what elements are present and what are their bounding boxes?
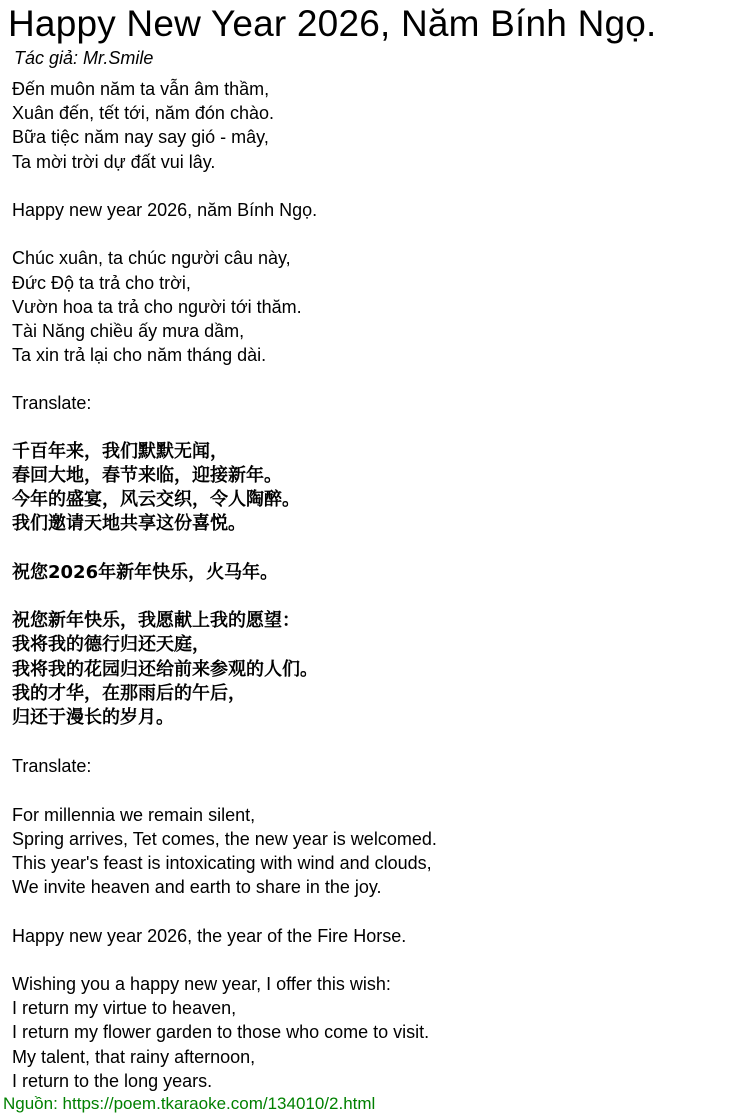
- poem-line: 祝您新年快乐，我愿献上我的愿望：: [12, 610, 300, 632]
- author-credit: Tác giả: Mr.Smile: [14, 48, 154, 68]
- poem-line: [12, 585, 742, 609]
- poem-line: Vườn hoa ta trả cho người tới thăm.: [12, 296, 302, 317]
- poem-line: 归还于漫长的岁月。: [12, 706, 174, 728]
- poem-line: [12, 778, 742, 802]
- poem-line: Translate:: [12, 393, 92, 414]
- poem-line: 祝您2026年新年快乐，火马年。: [12, 561, 279, 583]
- poem-line: Ta mời trời dự đất vui lây.: [12, 151, 216, 172]
- poem-line: Tài Năng chiều ấy mưa dầm,: [12, 320, 245, 341]
- source-credit: Nguồn: https://poem.tkaraoke.com/134010/2.html: [3, 1094, 376, 1113]
- poem-line: 我将我的花园归还给前来参观的人们。: [12, 658, 318, 680]
- poem-line: [12, 416, 742, 440]
- poem-line: 我将我的德行归还天庭，: [12, 634, 210, 656]
- poem-line: Wishing you a happy new year, I offer this wish:: [12, 973, 391, 994]
- poem-line: I return my virtue to heaven,: [12, 998, 237, 1019]
- poem-line: I return to the long years.: [12, 1070, 213, 1091]
- poem-line: Happy new year 2026, the year of the Fire Horse.: [12, 925, 407, 946]
- poem-line: Đức Độ ta trả cho trời,: [12, 272, 191, 293]
- poem-line: 我们邀请天地共享这份喜悦。: [12, 513, 246, 535]
- poem-body: [12, 77, 742, 1093]
- poem-line: [12, 899, 742, 923]
- poem-line: Đến muôn năm ta vẫn âm thầm,: [12, 79, 270, 99]
- poem-line: [12, 730, 742, 754]
- poem-line: 今年的盛宴，风云交织，令人陶醉。: [12, 489, 300, 511]
- poem-title: Happy New Year 2026, Năm Bính Ngọ.: [8, 3, 657, 44]
- poem-line: 我的才华，在那雨后的午后，: [12, 682, 246, 704]
- poem-line: Bữa tiệc năm nay say gió - mây,: [12, 127, 269, 148]
- poem-line: We invite heaven and earth to share in the joy.: [12, 877, 382, 898]
- poem-line: Ta xin trả lại cho năm tháng dài.: [12, 345, 267, 366]
- poem-line: 春回大地，春节来临，迎接新年。: [12, 465, 282, 486]
- poem-line: Happy new year 2026, năm Bính Ngọ.: [12, 199, 318, 220]
- poem-line: [12, 537, 742, 561]
- poem-line: I return my flower garden to those who come to visit.: [12, 1022, 430, 1043]
- poem-line: [12, 174, 742, 198]
- poem-line: [12, 222, 742, 246]
- poem-line: Spring arrives, Tet comes, the new year is welcomed.: [12, 828, 437, 849]
- poem-line: Xuân đến, tết tới, năm đón chào.: [12, 103, 274, 124]
- poem-line: Chúc xuân, ta chúc người câu này,: [12, 248, 291, 269]
- poem-line: Translate:: [12, 756, 92, 777]
- poem-line: [12, 948, 742, 972]
- poem-line: For millennia we remain silent,: [12, 804, 256, 825]
- poem-line: My talent, that rainy afternoon,: [12, 1046, 256, 1067]
- poem-line: This year's feast is intoxicating with wind and clouds,: [12, 853, 432, 873]
- poem-line: 千百年来，我们默默无闻，: [12, 440, 228, 462]
- poem-line: [12, 367, 742, 391]
